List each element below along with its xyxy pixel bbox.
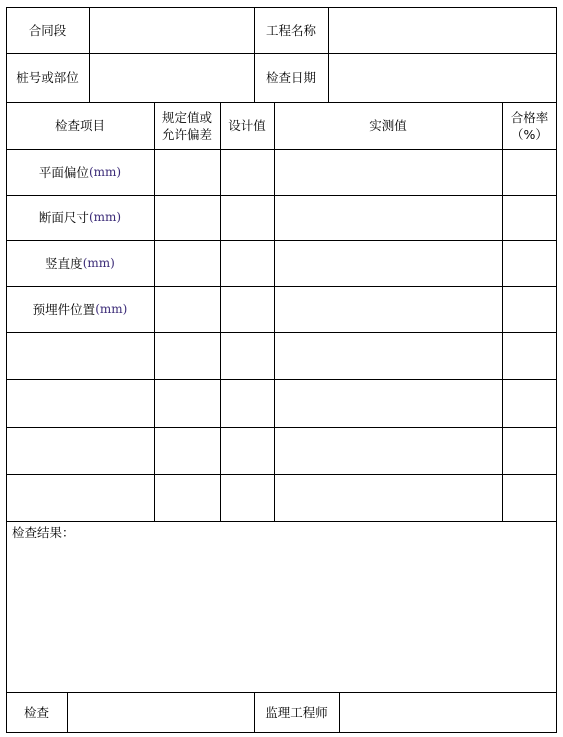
col-divider [154,102,155,521]
row-divider [6,474,557,475]
column-header-pass-rate [502,102,557,149]
column-header-spec-line2: 允许偏差 [161,126,212,142]
station-label: 桩号或部位 [16,70,79,85]
item-verticality [6,240,154,286]
item-name: 断面尺寸 [38,210,89,225]
item-embedded-part-position [6,286,154,332]
column-header-spec [154,102,220,149]
item-name: 平面偏位 [38,164,89,180]
column-header-pass-rate-line2: （%） [511,126,548,142]
column-header-spec-line1: 规定值或 [161,109,212,125]
item-unit: (mm) [82,255,115,270]
item-plan-offset [6,149,154,195]
inspection-form [6,7,557,733]
contract-section-label: 合同段 [28,22,67,38]
project-name-field[interactable] [328,7,557,53]
inspector-label: 检查 [23,705,49,720]
inspection-date-field[interactable] [328,53,557,102]
inspection-result-label: 检查结果： [12,525,75,540]
item-name: 竖直度 [45,255,83,271]
row-divider [6,427,557,428]
item-unit: (mm) [88,164,122,179]
col-divider [274,102,275,521]
item-section-size [6,195,154,240]
station-field[interactable] [89,53,254,102]
item-name: 预埋件位置 [32,301,96,317]
col-divider [220,102,221,521]
row-divider [6,379,557,380]
column-header-pass-rate-line1: 合格率 [510,109,549,125]
row-divider [6,521,557,522]
row-divider [6,332,557,333]
column-header-design: 设计值 [228,118,266,133]
inspection-result-field[interactable] [6,537,557,692]
inspector-signature-field[interactable] [67,692,254,733]
column-header-measured: 实测值 [369,118,407,133]
inspection-date-label: 检查日期 [265,70,316,85]
project-name-label: 工程名称 [265,22,316,38]
item-unit: (mm) [95,301,128,316]
column-header-item: 检查项目 [54,118,105,133]
supervisor-label: 监理工程师 [265,705,328,720]
contract-section-field[interactable] [89,7,254,53]
supervisor-signature-field[interactable] [339,692,557,733]
col-divider [502,102,503,521]
item-unit: (mm) [88,210,122,224]
